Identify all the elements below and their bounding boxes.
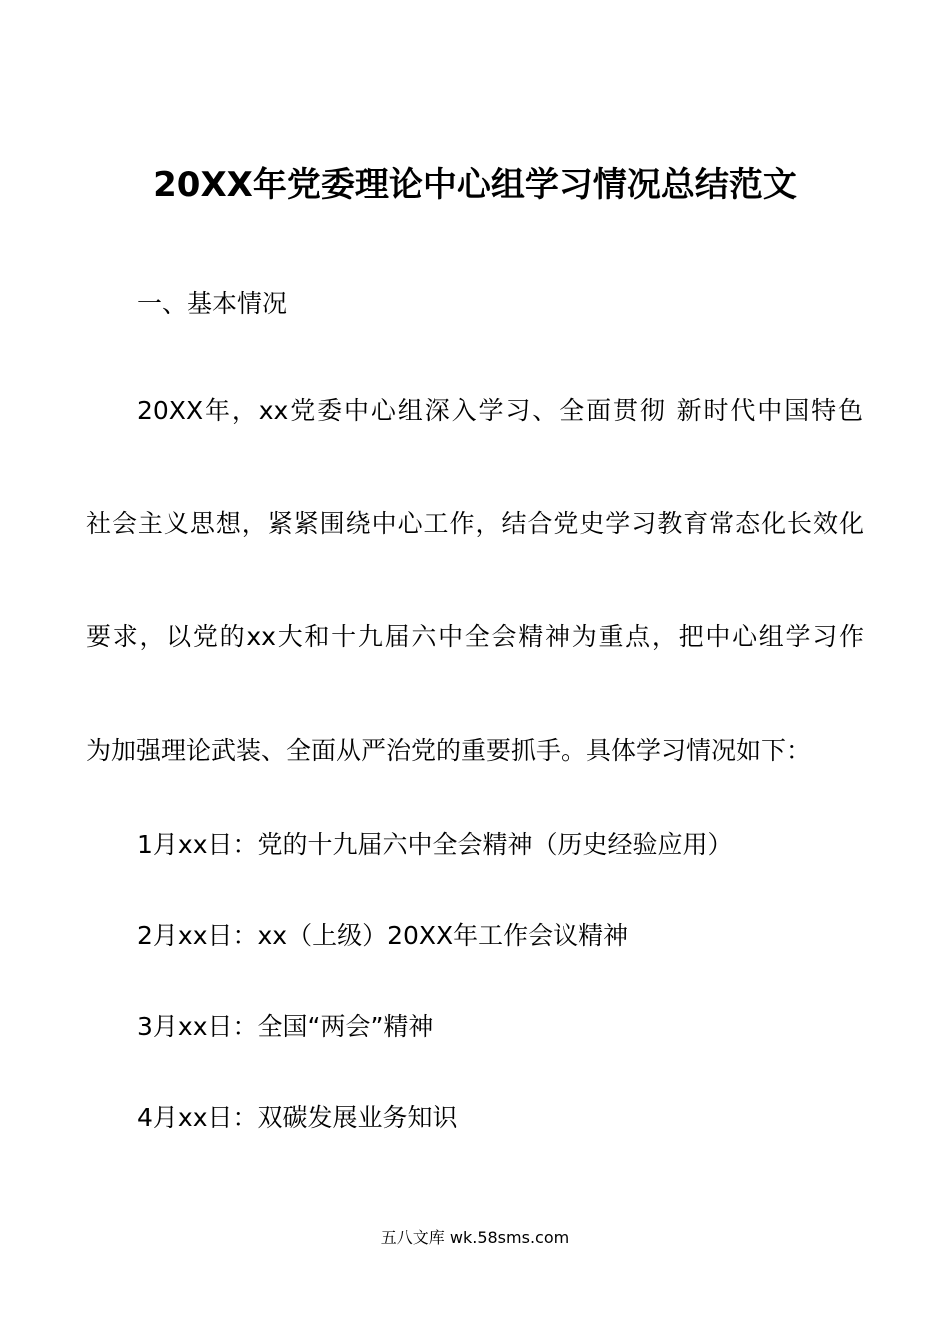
section-heading: 一、基本情况 [137,289,288,318]
paragraph-line-4: 为加强理论武装、全面从严治党的重要抓手。具体学习情况如下： [86,736,812,765]
paragraph-line-2: 社会主义思想，紧紧围绕中心工作，结合党史学习教育常态化长效化 [86,509,864,538]
paragraph-line-3: 要求，以党的xx大和十九届六中全会精神为重点，把中心组学习作 [86,622,864,651]
schedule-item-2: 2月xx日：xx（上级）20XX年工作会议精神 [137,921,629,950]
document-title: 20XX年党委理论中心组学习情况总结范文 [153,165,797,205]
footer-watermark: 五八文库 wk.58sms.com [380,1228,570,1247]
schedule-item-3: 3月xx日：全国“两会”精神 [137,1012,434,1041]
schedule-item-4: 4月xx日：双碳发展业务知识 [137,1103,458,1132]
schedule-item-1: 1月xx日：党的十九届六中全会精神（历史经验应用） [137,830,733,859]
paragraph-line-1: 20XX年，xx党委中心组深入学习、全面贯彻 新时代中国特色 [137,396,863,425]
